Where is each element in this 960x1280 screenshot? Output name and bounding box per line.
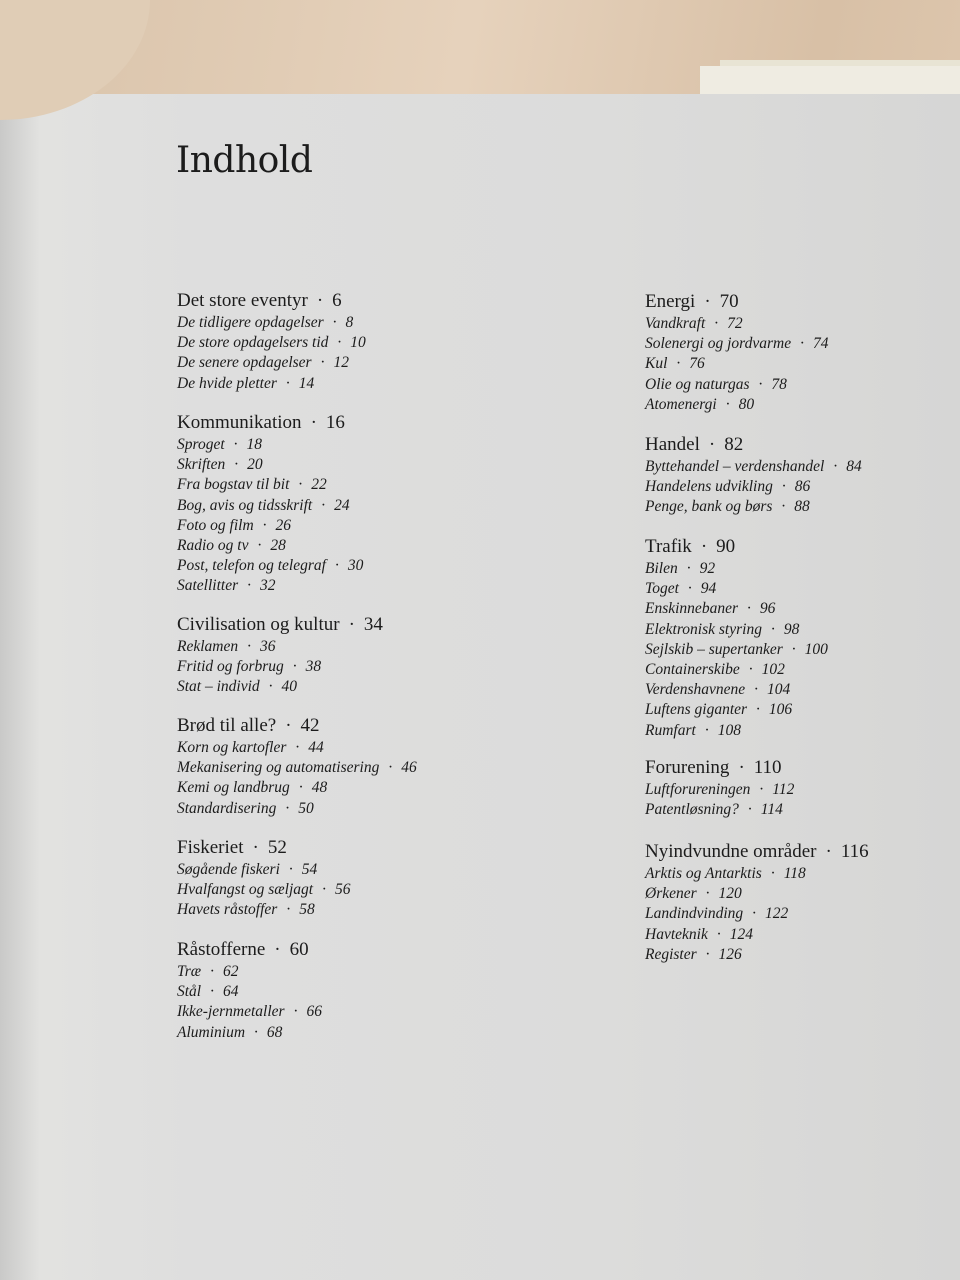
toc-entry bbox=[177, 353, 366, 373]
toc-section bbox=[177, 837, 350, 921]
section-title: Kommunikation bbox=[177, 412, 302, 433]
page-number: 52 bbox=[267, 837, 287, 858]
separator-dot: · bbox=[800, 335, 804, 353]
page-number: 122 bbox=[765, 905, 789, 923]
separator-dot: · bbox=[348, 614, 355, 635]
page-number: 16 bbox=[325, 412, 345, 433]
page-number: 114 bbox=[760, 801, 783, 819]
entry-title: Register bbox=[645, 945, 697, 963]
page-number: 126 bbox=[718, 945, 742, 963]
separator-dot: · bbox=[233, 436, 238, 453]
page-number: 32 bbox=[260, 577, 276, 595]
toc-entry bbox=[177, 556, 363, 576]
entry-title: Satellitter bbox=[177, 577, 239, 595]
page-number: 54 bbox=[301, 861, 318, 878]
section-title: Forurening bbox=[645, 757, 730, 778]
separator-dot: · bbox=[268, 678, 273, 696]
entry-title: Landindvinding bbox=[645, 905, 744, 923]
toc-entry bbox=[645, 395, 828, 415]
entry-title: De hvide pletter bbox=[177, 374, 277, 392]
page-number: 10 bbox=[350, 334, 366, 352]
toc-entry bbox=[177, 1023, 322, 1043]
page-number: 92 bbox=[699, 560, 716, 577]
page-number: 46 bbox=[401, 759, 417, 777]
page-number: 12 bbox=[333, 354, 349, 372]
toc-entry bbox=[645, 354, 828, 374]
toc-entry bbox=[177, 455, 363, 475]
toc-entry bbox=[645, 579, 828, 599]
separator-dot: · bbox=[254, 1023, 258, 1041]
page-number: 86 bbox=[794, 478, 811, 496]
separator-dot: · bbox=[247, 638, 251, 655]
toc-entry bbox=[645, 721, 828, 741]
toc-entry bbox=[645, 334, 828, 354]
separator-dot: · bbox=[337, 334, 342, 352]
toc-entry bbox=[177, 900, 350, 920]
separator-dot: · bbox=[748, 661, 753, 679]
page-number: 60 bbox=[289, 939, 309, 960]
entry-title: Bog, avis og tidsskrift bbox=[177, 496, 313, 514]
section-title: Det store eventyr bbox=[177, 290, 308, 311]
toc-entry bbox=[645, 375, 828, 395]
page-number: 104 bbox=[767, 681, 791, 699]
page-number: 96 bbox=[759, 600, 776, 618]
section-heading bbox=[177, 715, 417, 737]
entry-title: Ikke-jernmetaller bbox=[177, 1003, 285, 1021]
entry-title: Hvalfangst og sæljagt bbox=[177, 881, 314, 899]
page-number: 82 bbox=[724, 434, 744, 455]
toc-entry bbox=[645, 800, 794, 820]
separator-dot: · bbox=[332, 314, 337, 331]
page-number: 62 bbox=[223, 963, 239, 980]
entry-title: Sejlskib – supertanker bbox=[645, 640, 783, 658]
entry-title: Enskinnebaner bbox=[645, 600, 738, 618]
toc-entry bbox=[645, 884, 869, 904]
section-title: Civilisation og kultur bbox=[177, 614, 340, 635]
page-number: 102 bbox=[761, 661, 785, 679]
page-number: 58 bbox=[299, 901, 315, 919]
separator-dot: · bbox=[234, 456, 239, 474]
page-number: 34 bbox=[363, 614, 383, 635]
toc-entry bbox=[177, 435, 363, 455]
toc-entry bbox=[177, 536, 363, 556]
section-heading bbox=[645, 841, 869, 863]
entry-title: Elektronisk styring bbox=[645, 620, 762, 638]
entry-title: Post, telefon og telegraf bbox=[177, 557, 326, 575]
separator-dot: · bbox=[210, 983, 214, 1001]
page-number: 124 bbox=[729, 925, 753, 943]
toc-entry bbox=[177, 982, 322, 1002]
entry-title: Radio og tv bbox=[177, 537, 249, 555]
entry-title: Stål bbox=[177, 983, 202, 1001]
page-number: 120 bbox=[718, 885, 742, 903]
page-title: Indhold bbox=[176, 140, 313, 181]
page-number: 112 bbox=[772, 781, 795, 798]
entry-title: Fritid og forbrug bbox=[177, 658, 284, 676]
toc-entry bbox=[645, 640, 828, 660]
section-heading bbox=[177, 412, 363, 434]
separator-dot: · bbox=[247, 577, 252, 595]
entry-title: Foto og film bbox=[177, 516, 254, 534]
page-number: 50 bbox=[298, 799, 314, 817]
separator-dot: · bbox=[781, 498, 786, 516]
entry-title: Penge, bank og børs bbox=[645, 498, 773, 516]
page-number: 106 bbox=[768, 701, 793, 719]
page-number: 64 bbox=[223, 983, 239, 1001]
toc-entry bbox=[177, 758, 417, 778]
section-heading bbox=[645, 291, 828, 313]
page-number: 88 bbox=[794, 498, 810, 516]
toc-entry bbox=[177, 1002, 322, 1022]
toc-entry bbox=[177, 496, 363, 516]
separator-dot: · bbox=[252, 837, 259, 858]
separator-dot: · bbox=[321, 496, 326, 514]
toc-entry bbox=[645, 680, 828, 700]
toc-entry bbox=[177, 799, 417, 819]
toc-entry bbox=[645, 314, 828, 334]
section-title: Energi bbox=[645, 291, 696, 312]
toc-section bbox=[645, 536, 828, 741]
entry-title: Olie og naturgas bbox=[645, 375, 750, 393]
entry-title: Rumfart bbox=[645, 721, 696, 739]
entry-title: Byttehandel – verdenshandel bbox=[645, 458, 825, 475]
page-number: 8 bbox=[345, 314, 354, 331]
entry-title: Vandkraft bbox=[645, 315, 706, 332]
entry-title: Havteknik bbox=[645, 925, 708, 943]
separator-dot: · bbox=[686, 560, 691, 577]
page-number: 44 bbox=[308, 739, 324, 756]
separator-dot: · bbox=[210, 963, 215, 980]
toc-entry bbox=[645, 700, 828, 720]
toc-entry bbox=[645, 497, 862, 517]
separator-dot: · bbox=[322, 881, 326, 899]
separator-dot: · bbox=[285, 715, 292, 736]
page-number: 70 bbox=[719, 291, 739, 312]
separator-dot: · bbox=[781, 478, 786, 496]
entry-title: Luftens giganter bbox=[645, 701, 748, 719]
section-title: Nyindvundne områder bbox=[645, 841, 817, 862]
entry-title: Aluminium bbox=[177, 1023, 246, 1041]
entry-title: Arktis og Antarktis bbox=[645, 865, 762, 882]
page-number: 90 bbox=[716, 536, 736, 557]
page-number: 30 bbox=[347, 557, 364, 575]
toc-entry bbox=[177, 637, 383, 657]
page-number: 68 bbox=[266, 1023, 283, 1041]
page-number: 48 bbox=[311, 779, 328, 797]
toc-entry bbox=[645, 457, 862, 477]
page-number: 72 bbox=[727, 315, 743, 332]
entry-title: Verdenshavnene bbox=[645, 681, 746, 699]
separator-dot: · bbox=[320, 354, 325, 372]
toc-entry bbox=[645, 477, 862, 497]
page-number: 74 bbox=[812, 335, 829, 353]
separator-dot: · bbox=[833, 458, 838, 475]
entry-title: Handelens udvikling bbox=[645, 478, 773, 496]
page-number: 24 bbox=[334, 496, 350, 514]
page-number: 98 bbox=[783, 620, 800, 638]
entry-title: Ørkener bbox=[645, 885, 697, 903]
entry-title: Sproget bbox=[177, 436, 225, 453]
entry-title: Containerskibe bbox=[645, 661, 740, 679]
toc-section bbox=[645, 841, 869, 965]
entry-title: Reklamen bbox=[177, 638, 239, 655]
toc-entry bbox=[177, 313, 366, 333]
toc-entry bbox=[645, 599, 828, 619]
section-heading bbox=[645, 536, 828, 558]
toc-entry bbox=[645, 780, 794, 800]
toc-entry bbox=[177, 738, 417, 758]
separator-dot: · bbox=[754, 681, 759, 699]
separator-dot: · bbox=[705, 945, 710, 963]
section-title: Handel bbox=[645, 434, 700, 455]
separator-dot: · bbox=[292, 658, 297, 676]
section-heading bbox=[177, 614, 383, 636]
entry-title: Solenergi og jordvarme bbox=[645, 335, 792, 353]
separator-dot: · bbox=[286, 901, 291, 919]
page-number: 14 bbox=[298, 374, 315, 392]
toc-entry bbox=[177, 860, 350, 880]
toc-entry bbox=[645, 945, 869, 965]
section-title: Fiskeriet bbox=[177, 837, 244, 858]
toc-entry bbox=[645, 660, 828, 680]
separator-dot: · bbox=[316, 290, 324, 311]
toc-entry bbox=[645, 904, 869, 924]
separator-dot: · bbox=[700, 536, 708, 557]
toc-entry bbox=[645, 559, 828, 579]
section-title: Trafik bbox=[645, 536, 692, 557]
section-heading bbox=[645, 434, 862, 456]
separator-dot: · bbox=[704, 721, 709, 739]
separator-dot: · bbox=[293, 1003, 298, 1021]
page-number: 40 bbox=[281, 678, 298, 696]
separator-dot: · bbox=[288, 861, 293, 878]
separator-dot: · bbox=[257, 537, 262, 555]
toc-entry bbox=[177, 576, 363, 596]
separator-dot: · bbox=[725, 395, 730, 413]
page-number: 38 bbox=[305, 658, 322, 676]
page-number: 42 bbox=[300, 715, 320, 736]
page-number: 76 bbox=[689, 355, 705, 373]
entry-title: Korn og kartofler bbox=[177, 739, 287, 756]
separator-dot: · bbox=[758, 375, 763, 393]
entry-title: De senere opdagelser bbox=[177, 354, 312, 372]
page-number: 6 bbox=[332, 290, 342, 311]
separator-dot: · bbox=[752, 905, 757, 923]
entry-title: Stat – individ bbox=[177, 678, 260, 696]
separator-dot: · bbox=[746, 600, 751, 618]
toc-entry bbox=[645, 620, 828, 640]
section-heading bbox=[177, 837, 350, 859]
separator-dot: · bbox=[262, 516, 267, 534]
page-number: 110 bbox=[753, 757, 782, 778]
toc-section bbox=[177, 412, 363, 597]
separator-dot: · bbox=[295, 739, 300, 756]
separator-dot: · bbox=[770, 620, 775, 638]
entry-title: De store opdagelsers tid bbox=[177, 334, 329, 352]
page-number: 20 bbox=[247, 456, 263, 474]
page-number: 26 bbox=[275, 516, 292, 534]
entry-title: Kemi og landbrug bbox=[177, 779, 290, 797]
page-number: 36 bbox=[259, 638, 276, 655]
page-number: 118 bbox=[783, 865, 806, 882]
toc-entry bbox=[177, 374, 366, 394]
toc-section bbox=[177, 290, 366, 394]
page-number: 100 bbox=[804, 640, 828, 658]
toc-entry bbox=[177, 880, 350, 900]
toc-entry bbox=[177, 677, 383, 697]
page-number: 66 bbox=[306, 1003, 322, 1021]
page-number: 56 bbox=[334, 881, 351, 899]
separator-dot: · bbox=[704, 291, 711, 312]
toc-entry bbox=[177, 962, 322, 982]
section-heading bbox=[645, 757, 794, 779]
toc-entry bbox=[645, 864, 869, 884]
section-heading bbox=[177, 290, 366, 312]
separator-dot: · bbox=[791, 640, 796, 658]
toc-entry bbox=[177, 475, 363, 495]
toc-section bbox=[645, 291, 828, 415]
separator-dot: · bbox=[738, 757, 745, 778]
toc-section bbox=[177, 614, 383, 698]
separator-dot: · bbox=[687, 580, 692, 598]
separator-dot: · bbox=[714, 315, 719, 332]
entry-title: Standardisering bbox=[177, 799, 277, 817]
entry-title: Patentløsning? bbox=[645, 801, 739, 819]
entry-title: Træ bbox=[177, 963, 202, 980]
page-number: 78 bbox=[771, 375, 787, 393]
entry-title: Fra bogstav til bit bbox=[177, 476, 290, 494]
separator-dot: · bbox=[334, 557, 339, 575]
separator-dot: · bbox=[388, 759, 393, 777]
separator-dot: · bbox=[274, 939, 281, 960]
separator-dot: · bbox=[310, 412, 317, 433]
entry-title: Kul bbox=[645, 355, 668, 373]
entry-title: Skriften bbox=[177, 456, 226, 474]
toc-section bbox=[177, 715, 417, 819]
separator-dot: · bbox=[705, 885, 710, 903]
page-number: 80 bbox=[738, 395, 755, 413]
section-title: Brød til alle? bbox=[177, 715, 277, 736]
toc-entry bbox=[177, 333, 366, 353]
separator-dot: · bbox=[298, 779, 303, 797]
page-number: 116 bbox=[840, 841, 869, 862]
separator-dot: · bbox=[716, 925, 721, 943]
page-number: 108 bbox=[717, 721, 741, 739]
separator-dot: · bbox=[759, 781, 764, 798]
section-title: Råstofferne bbox=[177, 939, 266, 960]
entry-title: Bilen bbox=[645, 560, 678, 577]
page-number: 22 bbox=[311, 476, 327, 494]
section-heading bbox=[177, 939, 322, 961]
entry-title: Mekanisering og automatisering bbox=[177, 759, 380, 777]
separator-dot: · bbox=[756, 701, 760, 719]
toc-entry bbox=[177, 778, 417, 798]
entry-title: Havets råstoffer bbox=[177, 901, 278, 919]
toc-section bbox=[645, 757, 794, 820]
separator-dot: · bbox=[708, 434, 716, 455]
entry-title: Luftforureningen bbox=[645, 781, 751, 798]
toc-section bbox=[177, 939, 322, 1043]
entry-title: Atomenergi bbox=[645, 395, 717, 413]
entry-title: Toget bbox=[645, 580, 679, 598]
page-number: 84 bbox=[846, 458, 862, 475]
separator-dot: · bbox=[825, 841, 832, 862]
entry-title: Søgående fiskeri bbox=[177, 861, 280, 878]
toc-entry bbox=[177, 516, 363, 536]
page-number: 94 bbox=[700, 580, 717, 598]
separator-dot: · bbox=[770, 865, 775, 882]
toc-section bbox=[645, 434, 862, 518]
page-number: 28 bbox=[270, 537, 286, 555]
entry-title: De tidligere opdagelser bbox=[177, 314, 324, 331]
separator-dot: · bbox=[285, 374, 290, 392]
separator-dot: · bbox=[285, 799, 290, 817]
toc-entry bbox=[645, 925, 869, 945]
toc-entry bbox=[177, 657, 383, 677]
page-number: 18 bbox=[246, 436, 263, 453]
separator-dot: · bbox=[676, 355, 681, 373]
separator-dot: · bbox=[298, 476, 303, 494]
separator-dot: · bbox=[747, 801, 752, 819]
